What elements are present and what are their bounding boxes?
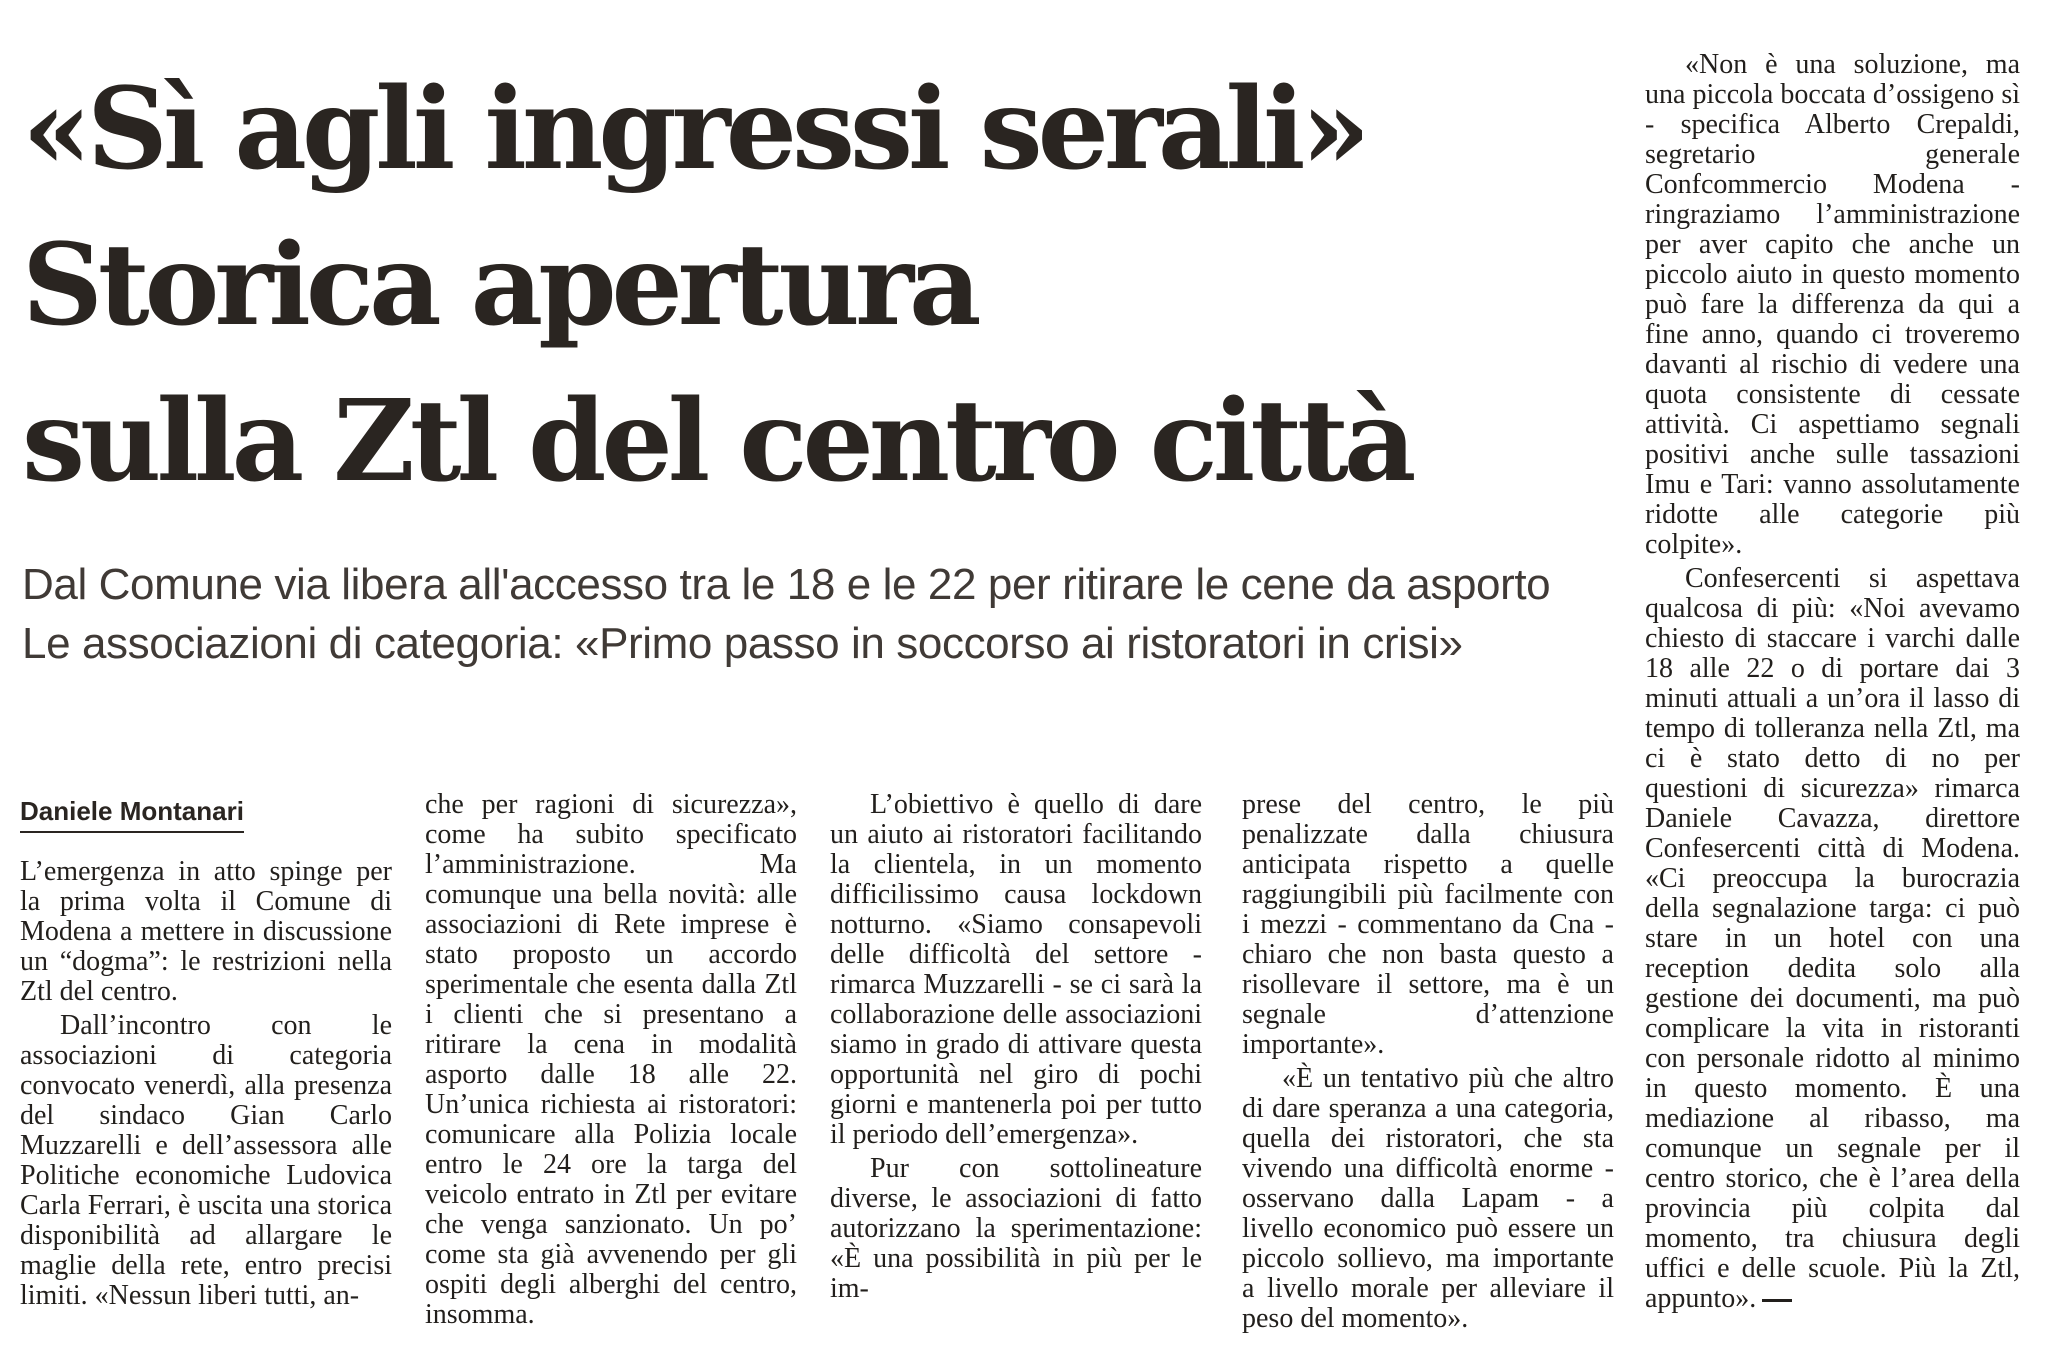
- headline-line-3: sulla Ztl del centro città: [22, 376, 1412, 507]
- subheadline-line-2: Le associazioni di categoria: «Primo passo in soccorso ai ristoratori in crisi»: [22, 619, 1463, 668]
- paragraph: L’emergenza in atto spinge per la prima volta il Comune di Modena a mettere in discussione un “dogma”: le restrizioni nella Ztl del centro.: [20, 857, 392, 1007]
- headline-line-2: Storica apertura: [22, 220, 977, 351]
- subheadline-line-1: Dal Comune via libera all'accesso tra le 18 e le 22 per ritirare le cene da asporto: [22, 560, 1551, 609]
- paragraph: L’obiettivo è quello di dare un aiuto ai ristoratori facilitando la clientela, in un momento difficilissimo causa lockdown notturno. «Siamo consapevoli delle difficoltà del settore - rimarca Muzzarelli - se ci sarà la collaborazione delle associazioni siamo in grado di attivare questa opportunità nel giro di pochi giorni e mantenerla poi per tutto il periodo dell’emergenza».: [830, 790, 1202, 1150]
- article-column-2: [425, 790, 797, 1340]
- article-column-4: [1242, 790, 1614, 1340]
- paragraph: Pur con sottolineature diverse, le associazioni di fatto autorizzano la sperimentazione: «È una possibilità in più per le im-: [830, 1153, 1202, 1304]
- paragraph: «Non è una soluzione, ma una piccola boccata d’ossigeno sì - specifica Alberto Crepaldi, segretario generale Confcommercio Modena - ringraziamo l’amministrazione per aver capito che anche un piccolo aiuto in questo momento può fare la differenza da qui a fine anno, quando ci troveremo davanti al rischio di vedere una quota consistente di cessate attività. Ci aspettiamo segnali positivi anche sulle tassazioni Imu e Tari: vanno assolutamente ridotte alle categorie più colpite».: [1645, 50, 2020, 560]
- article-column-1: [20, 857, 392, 1337]
- paragraph: prese del centro, le più penalizzate dalla chiusura anticipata rispetto a quelle raggiungibili più facilmente con i mezzi - commentano da Cna - chiaro che non basta questo a risollevare il settore, ma è un segnale d’attenzione importante».: [1242, 790, 1614, 1060]
- end-of-article-mark: [1762, 1299, 1792, 1302]
- paragraph-final-text: Confesercenti si aspettava qualcosa di più: «Noi avevamo chiesto di staccare i varchi dalle 18 alle 22 o di portare dai 3 minuti attuali a un’ora il lasso di tempo di tolleranza nella Ztl, ma ci è stato detto di no per questioni di sicurezza» rimarca Daniele Cavazza, direttore Confesercenti città di Modena. «Ci preoccupa la burocrazia della segnalazione targa: ci può stare in un hotel con una reception dedita solo alla gestione dei documenti, ma può complicare la vita in ristoranti con personale ridotto al minimo in questo momento. È una mediazione al ribasso, ma comunque un segnale per il centro storico, che è l’area della provincia più colpita dal momento, tra chiusura degli uffici e delle scuole. Più la Ztl, appunto».: [1645, 563, 2020, 1314]
- headline: [22, 52, 1622, 520]
- author-byline: Daniele Montanari: [20, 796, 244, 833]
- paragraph: «È un tentativo più che altro di dare speranza a una categoria, quella dei ristoratori, che sta vivendo una difficoltà enorme - osservano dalla Lapam - a livello economico può essere un piccolo sollievo, ma importante a livello morale per alleviare il peso del momento».: [1242, 1063, 1614, 1334]
- headline-line-1: «Sì agli ingressi serali»: [22, 64, 1366, 195]
- article-column-5: [1645, 50, 2020, 1345]
- subheadline: [22, 555, 1622, 673]
- paragraph-final: [1645, 564, 2020, 1314]
- paragraph: che per ragioni di sicurezza», come ha subito specificato l’amministrazione. Ma comunque una bella novità: alle associazioni di Rete imprese è stato proposto un accordo sperimentale che esenta dalla Ztl i clienti che si presentano a ritirare la cena in modalità asporto dalle 18 alle 22. Un’unica richiesta ai ristoratori: comunicare alla Polizia locale entro le 24 ore la targa del veicolo entrato in Ztl per evitare che venga sanzionato. Un po’ come sta già avvenendo per gli ospiti degli alberghi del centro, insomma.: [425, 790, 797, 1330]
- article-column-3: [830, 790, 1202, 1340]
- paragraph: Dall’incontro con le associazioni di categoria convocato venerdì, alla presenza del sindaco Gian Carlo Muzzarelli e dell’assessora alle Politiche economiche Ludovica Carla Ferrari, è uscita una storica disponibilità ad allargare le maglie della rete, entro precisi limiti. «Nessun liberi tutti, an-: [20, 1010, 392, 1311]
